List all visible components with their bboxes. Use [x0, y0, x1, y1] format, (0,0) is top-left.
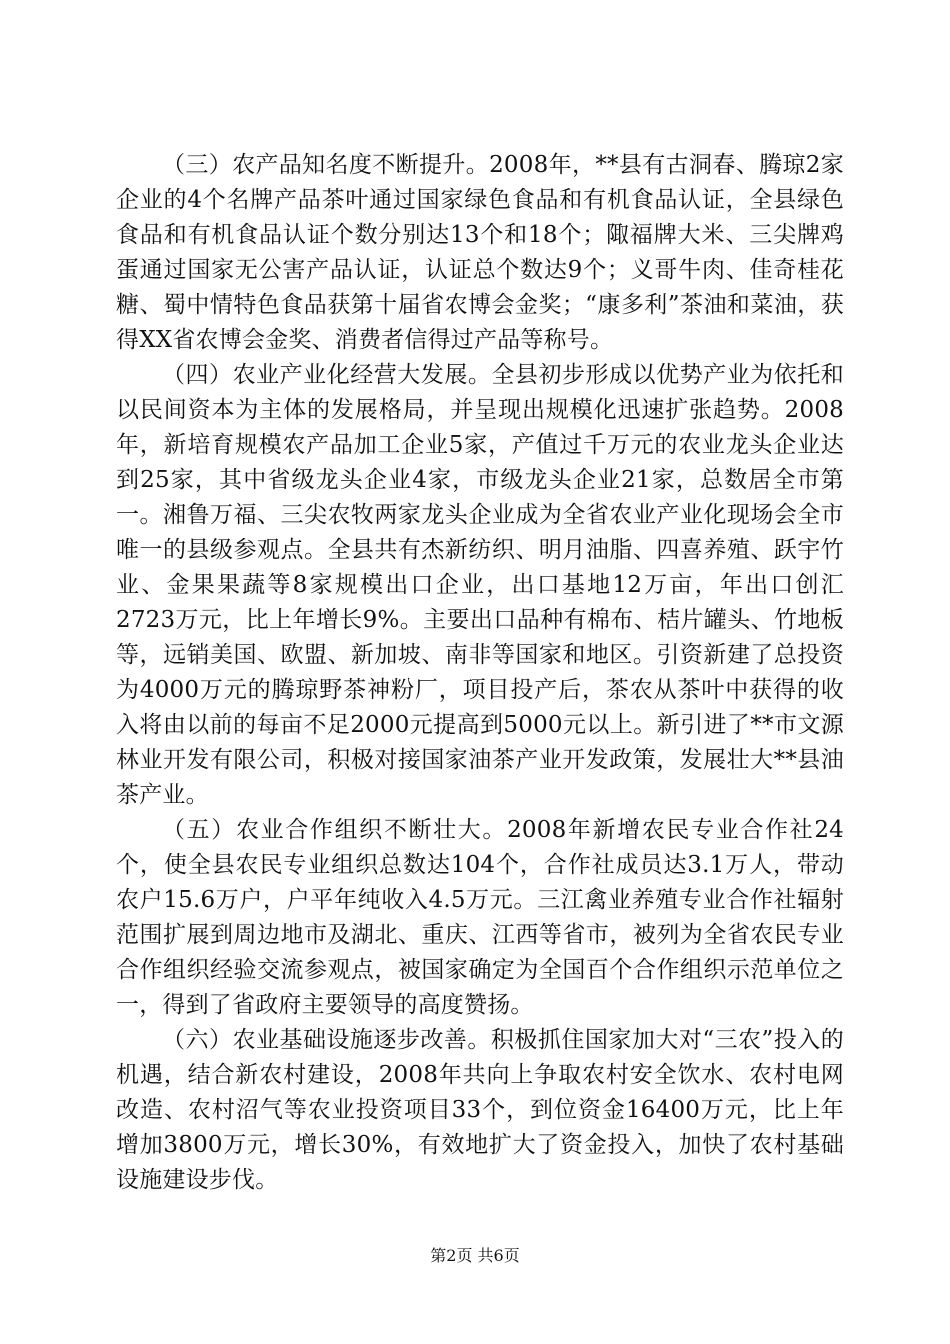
paragraph-3-agricultural-brand: （三）农产品知名度不断提升。2008年，**县有古洞春、腾琼2家企业的4个名牌产品茶叶通过国家绿色食品和有机食品认证，全县绿色食品和有机食品认证个数分别达13个和18个；陬福牌大米、三尖牌鸡蛋通过国家无公害产品认证，认证总个数达9个；义哥牛肉、佳奇桂花糖、蜀中情特色食品获第十届省农博会金奖；“康多利”茶油和菜油，获得XX省农博会金奖、消费者信得过产品等称号。: [116, 152, 844, 353]
paragraph-6-infrastructure: （六）农业基础设施逐步改善。积极抓住国家加大对“三农”投入的机遇，结合新农村建设，2008年共向上争取农村安全饮水、农村电网改造、农村沼气等农业投资项目33个，到位资金16400万元，比上年增加3800万元，增长30%，有效地扩大了资金投入，加快了农村基础设施建设步伐。: [116, 1027, 844, 1193]
paragraph-5-cooperatives: （五）农业合作组织不断壮大。2008年新增农民专业合作社24个，使全县农民专业组织总数达104个，合作社成员达3.1万人，带动农户15.6万户，户平年纯收入4.5万元。三江禽业养殖专业合作社辐射范围扩展到周边地市及湖北、重庆、江西等省市，被列为全省农民专业合作组织经验交流参观点，被国家确定为全国百个合作组织示范单位之一，得到了省政府主要领导的高度赞扬。: [116, 817, 844, 1018]
paragraph-4-industrialization: （四）农业产业化经营大发展。全县初步形成以优势产业为依托和以民间资本为主体的发展格局，并呈现出规模化迅速扩张趋势。2008年，新培育规模农产品加工企业5家，产值过千万元的农业龙头企业达到25家，其中省级龙头企业4家，市级龙头企业21家，总数居全市第一。湘鲁万福、三尖农牧两家龙头企业成为全省农业产业化现场会全市唯一的县级参观点。全县共有杰新纺织、明月油脂、四喜养殖、跃宇竹业、金果果蔬等8家规模出口企业，出口基地12万亩，年出口创汇2723万元，比上年增长9%。主要出口品种有棉布、桔片罐头、竹地板等，远销美国、欧盟、新加坡、南非等国家和地区。引资新建了总投资为4000万元的腾琼野茶神粉厂，项目投产后，茶农从茶叶中获得的收入将由以前的每亩不足2000元提高到5000元以上。新引进了**市文源林业开发有限公司，积极对接国家油茶产业开发政策，发展壮大**县油茶产业。: [116, 362, 844, 808]
document-body: [116, 148, 844, 1198]
page-number-footer: 第2页 共6页: [430, 1246, 520, 1265]
